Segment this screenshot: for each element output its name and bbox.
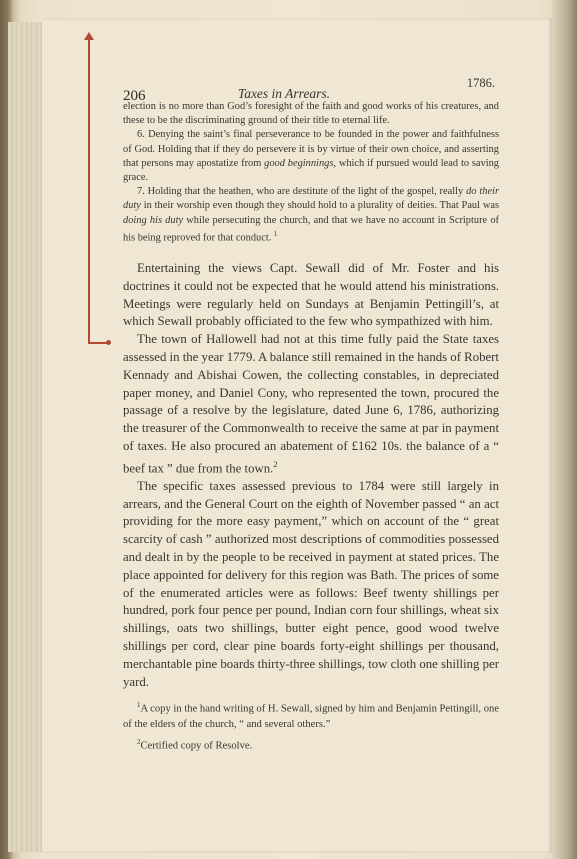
- bracket-end-dot: [106, 340, 111, 345]
- body-text: [123, 260, 499, 691]
- footnote-ref-2: 2: [273, 459, 278, 469]
- page-number: 206: [123, 88, 146, 104]
- footnote-1: $^1$A copy in the hand writing of H. Sewall, signed by him and Benjamin Pettingill, one of the elders of the church, “ and several others.”: [123, 702, 499, 730]
- creed-item-7: 7. Holding that the heathen, who are destitute of the light of the gospel, really do their duty in their worship even though they should hold to a plurality of deities. That Paul was doing his duty while persecuting the church, and that we have no account in Scripture of his being reproved for that conduct. $^1$: [123, 186, 499, 244]
- footnotes: [123, 698, 499, 756]
- right-page-edge: [552, 0, 577, 859]
- paragraph-hallowell-taxes: The town of Hallowell had not at this time fully paid the State taxes assessed in the year 1779. A balance still remained in the hands of Robert Kennady and Abishai Cowen, the collecting constables, in depreciated paper money, and Daniel Cony, who represented the town, procured the passage of a resolve by the legislature, dated June 6, 1786, authorizing the treasurer of the Commonwealth to receive the same at par in payment of taxes. He also procured an abatement of £162 10s. the balance of a “ beef tax ” due from the town.$^2$: [123, 332, 499, 476]
- paragraph-specific-taxes: The specific taxes assessed previous to 1784 were still largely in arrears, and the General Court on the eighth of November passed “ an act providing for the more easy payment,” which on account of the “ great scarcity of cash ” authorized most descriptions of commodities possessed and dealt in by the people to be received in payment at stated prices. The place appointed for delivery for this region was Bath. The prices of some of the enumerated articles were as follows: Beef twenty shillings per hundred, pork four pence per pound, Indian corn four shillings, wheat six shillings, oats two shillings, butter eight pence, good wood twelve shillings per cord, clear pine boards forty-eight shillings per thousand, merchantable pine boards thirty-three shillings, tow cloth one shilling per yard.: [123, 478, 499, 689]
- running-title: Taxes in Arrears.: [237, 86, 331, 101]
- creed-item-6: 6. Denying the saint’s final perseverance to be founded in the power and faithfulness of God. Holding that if they do persevere it is by virtue of their own choice, and asserting that persons may apostatize from good beginnings, which if pursued would lead to saving grace.: [123, 129, 499, 184]
- creed-list: [123, 100, 499, 246]
- bracket-horizontal-line: [88, 342, 108, 344]
- footnote-2: $^2$Certified copy of Resolve.: [137, 738, 253, 752]
- paragraph-sewall: Entertaining the views Capt. Sewall did of Mr. Foster and his doctrines it could not be expected that he would attend his ministrations. Meetings were regularly held on Sundays at Benjamin Pettingill’s, at which Sewall probably officiated to the few who sympathized with him.: [123, 261, 499, 329]
- bracket-vertical-line: [88, 38, 90, 344]
- creed-continuation: election is no more than God’s foresight of the faith and good works of his creatures, and these to be the discriminating ground of their title to eternal life.: [123, 101, 499, 127]
- red-bracket-marker: [88, 34, 112, 344]
- header-year: 1786.: [466, 76, 495, 90]
- page-stack-edge: [8, 22, 42, 852]
- footnote-ref-1: 1: [273, 230, 278, 238]
